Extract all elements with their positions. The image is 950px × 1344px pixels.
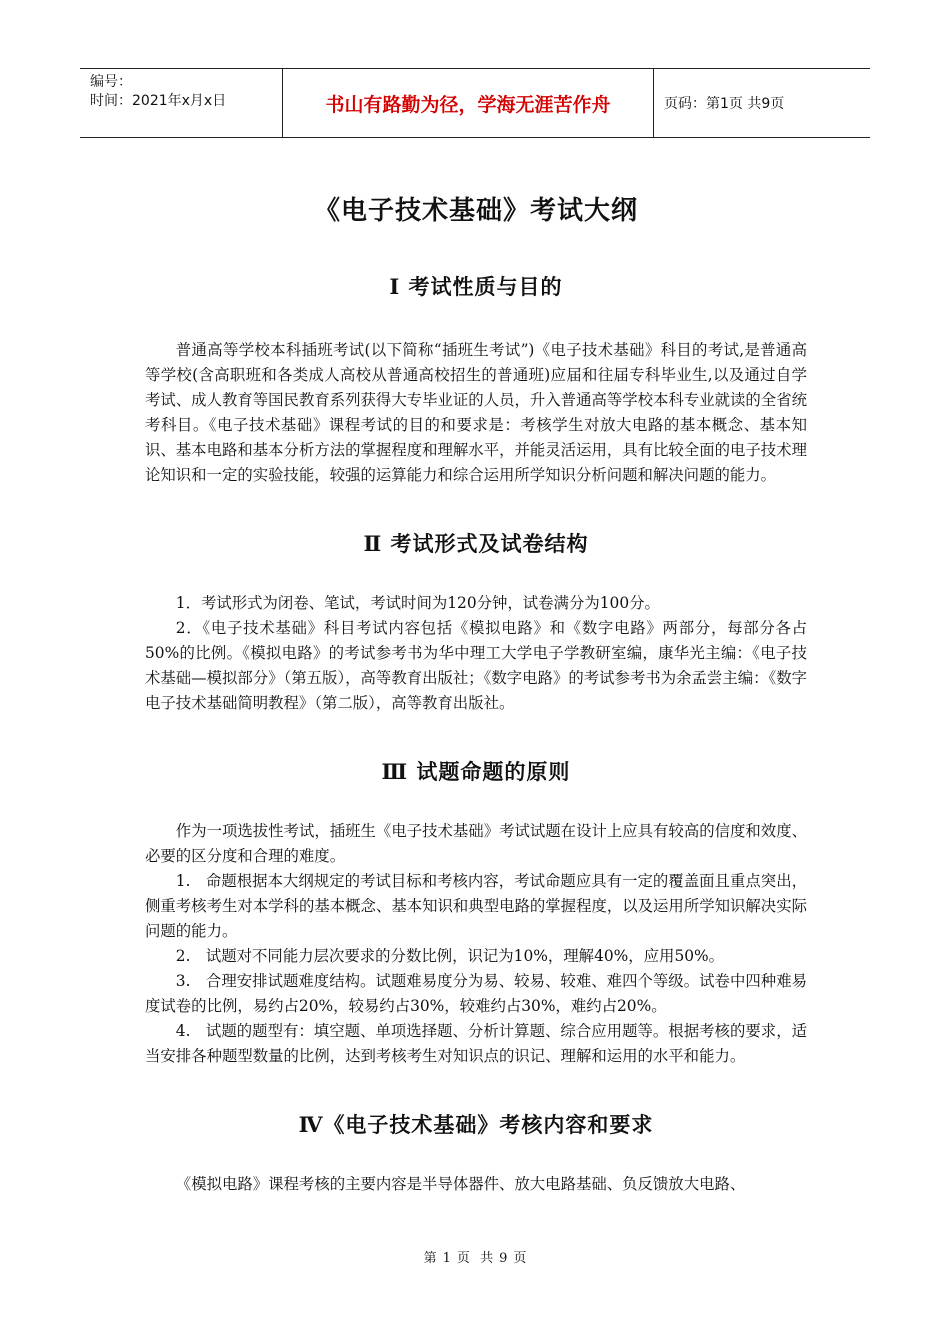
- header-motto: 书山有路勤为径，学海无涯苦作舟: [282, 69, 654, 137]
- footer-page-label: 第: [423, 1251, 437, 1266]
- footer-total-label: 共: [480, 1251, 494, 1266]
- section-3-paragraph-4: 3. 合理安排试题难度结构。试题难易度分为易、较易、较难、难四个等级。试卷中四种难易度试卷的比例，易约占20%，较易约占30%，较难约占30%，难约占20%。: [145, 972, 807, 1015]
- document-title: 《电子技术基础》考试大纲: [313, 196, 638, 226]
- section-heading-1: Ⅰ 考试性质与目的: [389, 274, 563, 299]
- section-3-paragraph-2: 1. 命题根据本大纲规定的考试目标和考核内容，考试命题应具有一定的覆盖面且重点突出，侧重考核考生对本学科的基本概念、基本知识和典型电路的掌握程度，以及运用所学知识解决实际问题的能力。: [145, 872, 807, 940]
- header-meta: [80, 69, 282, 137]
- footer-page-unit: 页: [456, 1251, 470, 1266]
- page-header: [80, 68, 870, 138]
- section-heading-4: Ⅳ《电子技术基础》考核内容和要求: [298, 1112, 654, 1137]
- footer-page-number: 1: [442, 1251, 451, 1266]
- document-body: [145, 190, 807, 1197]
- header-page-info: 页码：第1页 共9页: [664, 96, 785, 112]
- section-4-paragraph-1: 《模拟电路》课程考核的主要内容是半导体器件、放大电路基础、负反馈放大电路、: [175, 1175, 746, 1193]
- section-1-paragraph-1: 普通高等学校本科插班考试(以下简称“插班生考试”)《电子技术基础》科目的考试,是普通高等学校(含高职班和各类成人高校从普通高校招生的普通班)应届和往届专科毕业生,以及通过自学考试、成人教育等国民教育系列获得大专毕业证的人员，升入普通高等学校本科专业就读的全省统考科目。《电子技术基础》课程考试的目的和要求是：考核学生对放大电路的基本概念、基本知识、基本电路和基本分析方法的掌握程度和理解水平，并能灵活运用，具有比较全面的电子技术理论知识和一定的实验技能，较强的运算能力和综合运用所学知识分析问题和解决问题的能力。: [145, 341, 807, 484]
- page-footer: [0, 1247, 950, 1266]
- footer-total-number: 9: [499, 1251, 508, 1266]
- section-3-paragraph-3: 2. 试题对不同能力层次要求的分数比例，识记为10%，理解40%，应用50%。: [175, 947, 725, 965]
- section-2-paragraph-1: 1．考试形式为闭卷、笔试，考试时间为120分钟，试卷满分为100分。: [175, 594, 660, 612]
- section-3-paragraph-5: 4. 试题的题型有：填空题、单项选择题、分析计算题、综合应用题等。根据考核的要求，适当安排各种题型数量的比例，达到考核考生对知识点的识记、理解和运用的水平和能力。: [145, 1022, 807, 1065]
- document-number-label: 编号：: [90, 74, 132, 90]
- section-3-paragraph-1: 作为一项选拔性考试，插班生《电子技术基础》考试试题在设计上应具有较高的信度和效度、必要的区分度和合理的难度。: [145, 822, 807, 865]
- document-time-label: 时间：2021年x月x日: [90, 93, 227, 109]
- section-heading-2: Ⅱ 考试形式及试卷结构: [363, 531, 589, 556]
- footer-total-unit: 页: [513, 1251, 527, 1266]
- section-heading-3: Ⅲ 试题命题的原则: [381, 759, 571, 784]
- section-2-paragraph-2: 2．《电子技术基础》科目考试内容包括《模拟电路》和《数字电路》两部分，每部分各占50%的比例。《模拟电路》的考试参考书为华中理工大学电子学教研室编，康华光主编：《电子技术基础—模拟部分》（第五版），高等教育出版社；《数字电路》的考试参考书为余孟尝主编：《数字电子技术基础简明教程》（第二版），高等教育出版社。: [145, 619, 807, 712]
